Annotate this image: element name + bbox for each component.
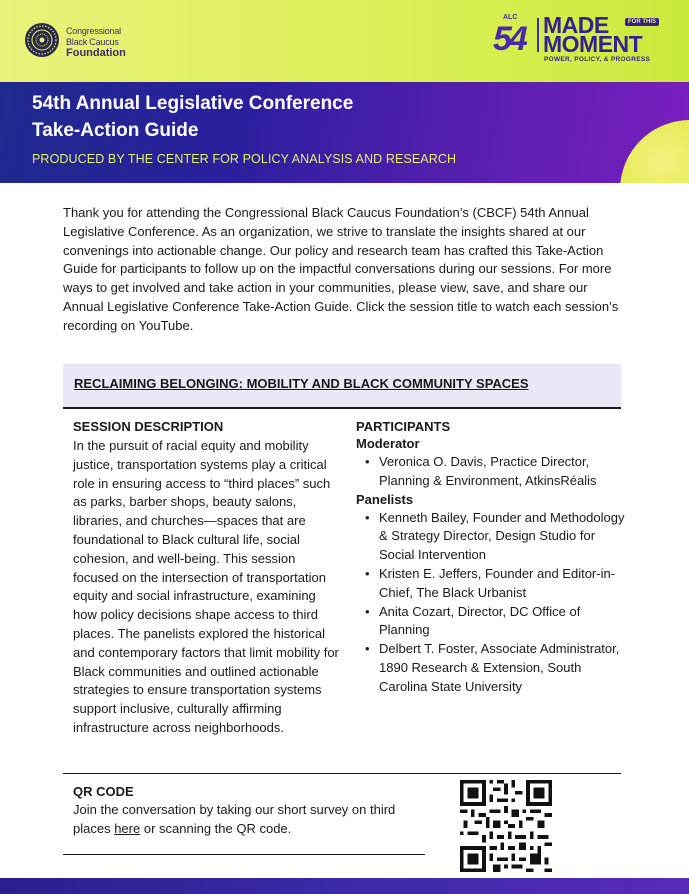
panelist-item: • Anita Cozart, Director, DC Office of Planning — [365, 603, 626, 641]
session-description-heading: SESSION DESCRIPTION — [73, 419, 224, 434]
session-title-link[interactable]: RECLAIMING BELONGING: MOBILITY AND BLACK COMMUNITY SPACES — [74, 376, 529, 391]
cbcf-seal-logo — [24, 22, 60, 58]
campaign-word-made: MADE — [543, 12, 609, 38]
qr-description — [73, 801, 423, 839]
org-name — [66, 26, 126, 59]
session-description-column — [73, 419, 341, 738]
panelist-list — [365, 509, 626, 697]
logo-divider — [537, 18, 539, 52]
qr-heading: QR CODE — [73, 784, 134, 799]
alc-label: ALC — [503, 14, 518, 21]
page-subtitle: PRODUCED BY THE CENTER FOR POLICY ANALYSIS AND RESEARCH — [32, 152, 457, 166]
title-header — [0, 82, 689, 183]
page-title-line1: 54th Annual Legislative Conference — [32, 93, 354, 114]
moderator-list — [365, 453, 626, 491]
panelists-heading: Panelists — [356, 491, 414, 507]
session-title-box — [63, 364, 621, 409]
qr-bottom-divider — [63, 854, 425, 855]
qr-code-icon[interactable] — [460, 780, 552, 872]
qr-section-divider — [63, 773, 621, 774]
moderator-item: • Veronica O. Davis, Practice Director, Planning & Environment, AtkinsRéalis — [365, 453, 626, 491]
participants-column — [356, 419, 626, 697]
page-title-line2: Take-Action Guide — [32, 120, 199, 141]
campaign-word-moment: MOMENT — [543, 31, 643, 57]
panelist-item: • Delbert T. Foster, Associate Administrator, 1890 Research & Extension, South Carolina State University — [365, 640, 626, 696]
org-name-line3: Foundation — [66, 47, 126, 59]
brand-band — [0, 0, 689, 82]
panelist-item: • Kristen E. Jeffers, Founder and Editor-in-Chief, The Black Urbanist — [365, 565, 626, 603]
campaign-tagline: POWER, POLICY, & PROGRESS — [544, 56, 651, 63]
session-description-text: In the pursuit of racial equity and mobility justice, transportation systems play a critical role in ensuring access to “third places” such as parks, barber shops, beauty salons, libraries, and churches—spaces that are foundational to Black cultural life, social cohesion, and well-being. This session focused on the intersection of transportation equity and social infrastructure, examining how policy decisions shape access to third places. The panelists explored the historical and contemporary factors that limit mobility for Black communities and outlined actionable strategies to ensure transportation systems support inclusive, culturally affirming infrastructure across neighborhoods. — [73, 438, 339, 735]
org-name-line1: Congressional — [66, 26, 121, 36]
panelist-item: • Kenneth Bailey, Founder and Methodology & Strategy Director, Design Studio for Social Intervention — [365, 509, 626, 565]
decorative-circle — [620, 120, 689, 183]
alc-number: 54 — [493, 20, 525, 58]
campaign-for-this-badge: FOR THIS — [625, 18, 659, 26]
survey-link[interactable]: here — [114, 820, 141, 836]
footer-band — [0, 878, 689, 894]
intro-paragraph: Thank you for attending the Congressional Black Caucus Foundation’s (CBCF) 54th Annual Legislative Conference. As an organization, we strive to translate the insights shared at our convenings into actionable change. Our policy and research team has crafted this Take-Action Guide for participants to follow up on the impactful conversations during our sessions. For more ways to get involved and take action in your communities, please view, save, and share our Annual Legislative Conference Take-Action Guide. Click the session title to watch each session’s recording on YouTube. — [63, 205, 619, 333]
moderator-heading: Moderator — [356, 436, 420, 451]
qr-text-after: or scanning the QR code. — [140, 820, 292, 836]
org-name-line2: Black Caucus — [66, 37, 119, 47]
participants-heading: PARTICIPANTS — [356, 419, 451, 434]
qr-text-before: Join the conversation by taking our short survey on third places — [73, 802, 396, 836]
